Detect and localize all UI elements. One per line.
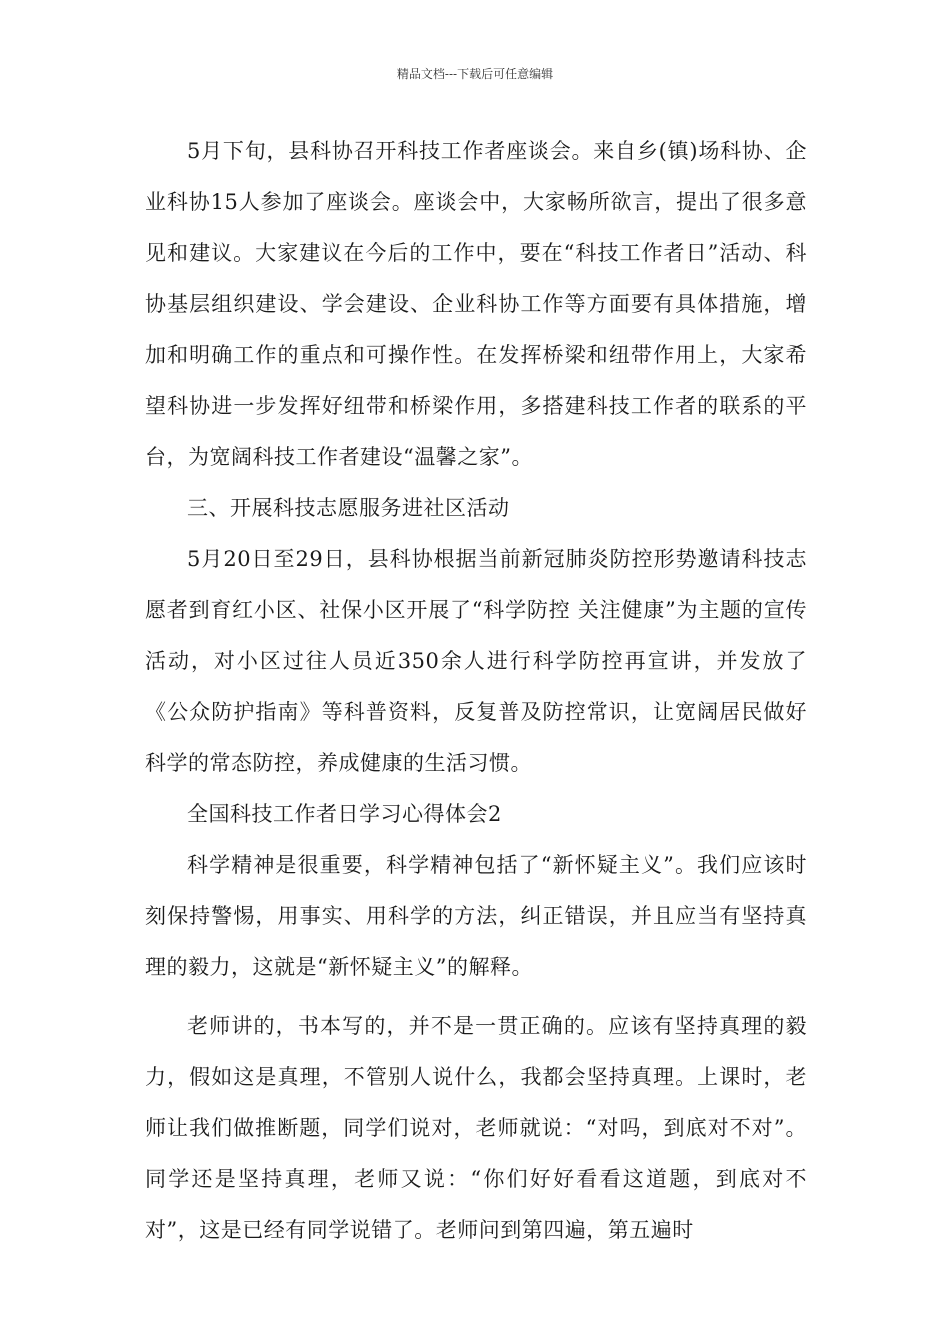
page-header: 精品文档---下载后可任意编辑 bbox=[396, 67, 554, 81]
paragraph-volunteer-activity: 5月20日至29日，县科协根据当前新冠肺炎防控形势邀请科技志愿者到育红小区、社保小区开展了“科学防控 关注健康”为主题的宣传活动，对小区过往人员近350余人进行科学防控再宣讲，并发放了《公众防护指南》等科普资料，反复普及防控常识，让宽阔居民做好科学的常态防控，养成健康的生活习惯。 bbox=[145, 547, 807, 775]
document-body bbox=[145, 126, 807, 1256]
paragraph-teacher-story: 老师讲的，书本写的，并不是一贯正确的。应该有坚持真理的毅力，假如这是真理，不管别人说什么，我都会坚持真理。上课时，老师让我们做推断题，同学们说对，老师就说：“对吗，到底对不对”。同学还是坚持真理，老师又说：“你们好好看看这道题，到底对不对”，这是已经有同学说错了。老师问到第四遍，第五遍时 bbox=[145, 1014, 807, 1242]
paragraph-symposium: 5月下旬，县科协召开科技工作者座谈会。来自乡(镇)场科协、企业科协15人参加了座谈会。座谈会中，大家畅所欲言，提出了很多意见和建议。大家建议在今后的工作中，要在“科技工作者日”活动、科协基层组织建设、学会建设、企业科协工作等方面要有具体措施，增加和明确工作的重点和可操作性。在发挥桥梁和纽带作用上，大家希望科协进一步发挥好纽带和桥梁作用，多搭建科技工作者的联系的平台，为宽阔科技工作者建设“温馨之家”。 bbox=[145, 139, 807, 469]
section-heading-volunteer: 三、开展科技志愿服务进社区活动 bbox=[187, 496, 510, 520]
article-title-2: 全国科技工作者日学习心得体会2 bbox=[187, 802, 502, 826]
paragraph-scientific-spirit: 科学精神是很重要，科学精神包括了“新怀疑主义”。我们应该时刻保持警惕，用事实、用科学的方法，纠正错误，并且应当有坚持真理的毅力，这就是“新怀疑主义”的解释。 bbox=[145, 853, 807, 979]
